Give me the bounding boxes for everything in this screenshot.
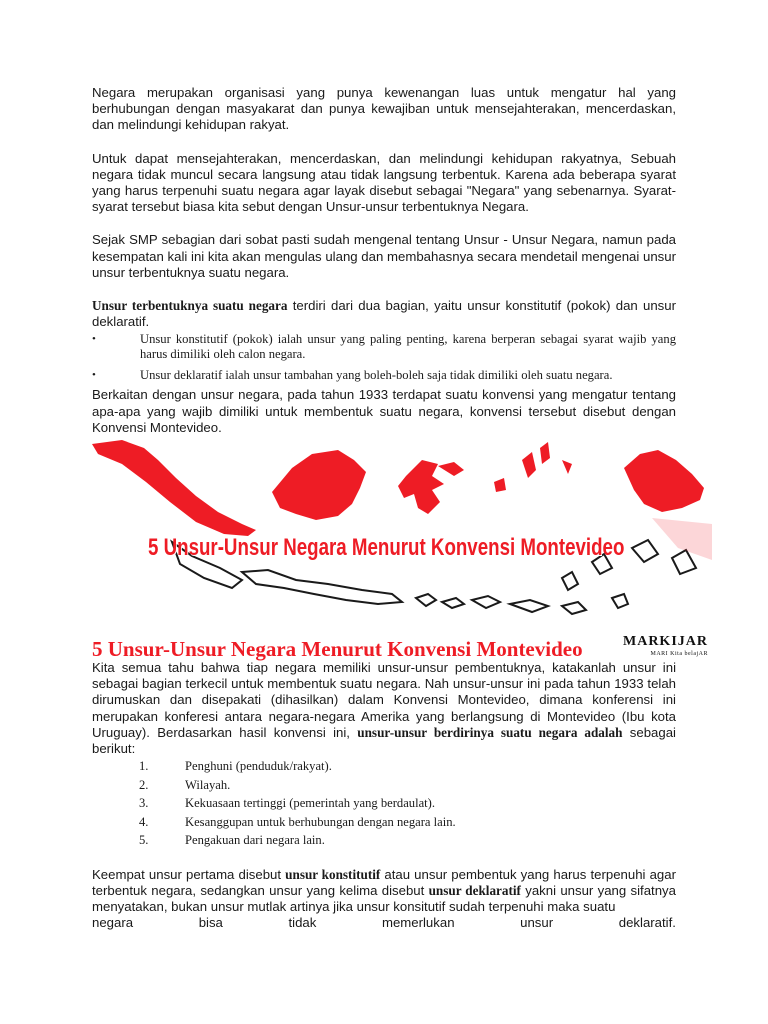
word: tidak <box>288 915 317 931</box>
list-item <box>92 757 676 776</box>
section-heading: 5 Unsur-Unsur Negara Menurut Konvensi Montevideo <box>92 637 583 661</box>
paragraph-konstitutif <box>92 867 676 916</box>
paragraph-smp: Sejak SMP sebagian dari sobat pasti sudah mengenal tentang Unsur - Unsur Negara, namun pada kesempatan kali ini kita akan mengulas ulang dan membahasnya secara mendetail mengenai unsur unsur terbentuknya suatu negara. <box>92 232 676 280</box>
word: memerlukan <box>381 915 455 931</box>
word: deklaratif. <box>618 915 676 931</box>
paragraph-unsur <box>92 298 676 330</box>
list-number: 5. <box>139 833 149 848</box>
paragraph-convention: Berkaitan dengan unsur negara, pada tahun 1933 terdapat suatu konvensi yang mengatur tentang apa-apa yang wajib dimiliki untuk membentuk suatu negara, konvensi tersebut disebut dengan Konvensi Montevideo. <box>92 387 676 435</box>
list-item <box>92 368 676 383</box>
text-run: Keempat unsur pertama disebut <box>92 866 286 882</box>
list-number: 3. <box>139 796 149 811</box>
list-item-text: Kekuasaan tertinggi (pemerintah yang berdaulat). <box>185 796 436 811</box>
bullet-list <box>92 332 676 383</box>
text-run: atau unsur pembentuk yang harus terpenuhi agar terbentuk negara, sedangkan unsur yang kelima disebut <box>92 866 676 898</box>
bold-phrase: Unsur terbentuknya suatu negara <box>92 298 288 314</box>
logo-text: MARKIJAR <box>623 634 708 649</box>
paragraph-last-line <box>92 915 676 931</box>
list-item <box>92 813 676 832</box>
list-item <box>92 776 676 795</box>
list-item <box>92 332 676 362</box>
text-run: Kita semua tahu bahwa tiap negara memiliki unsur-unsur pembentuknya, katakanlah unsur ini sebagai bagian terkecil untuk membentuk suatu negara. Nah unsur-unsur ini pada tahun 1933 telah dirumuskan dan disepakati (dihasilkan) dalam Konvensi Montevideo, dimana konferensi ini merupakan konferesi antara negara-negara Amerika yang berlangsung di Montevideo (Ibu kota Uruguay). Berdasarkan hasil konvensi ini, <box>92 660 676 740</box>
list-item-text: Penghuni (penduduk/rakyat). <box>185 759 332 774</box>
paragraph-intro: Negara merupakan organisasi yang punya kewenangan luas untuk mengatur hal yang berhubungan dengan masyakarat dan punya kewajiban untuk mensejahterakan, mencerdaskan, dan melindungi kehidupan rakyat. <box>92 85 676 133</box>
list-item <box>92 831 676 850</box>
list-number: 1. <box>139 759 149 774</box>
paragraph-montevideo <box>92 660 676 757</box>
bold-phrase: unsur konstitutif <box>285 866 381 882</box>
text-run: terdiri dari dua bagian, yaitu unsur konstitutif (pokok) dan unsur deklaratif. <box>92 298 677 330</box>
word: negara <box>92 915 134 931</box>
word: bisa <box>198 915 223 931</box>
bullet-glyph: • <box>92 369 96 382</box>
paragraph-requirements: Untuk dapat mensejahterakan, mencerdaskan, dan melindungi kehidupan rakyatnya, Sebuah negara tidak muncul secara langsung atau tidak langsung terbentuk. Karena ada beberapa syarat yang harus terpenuhi suatu negara agar layak disebut sebagai "Negara" yang sebenarnya. Syarat-syarat tersebut biasa kita sebut dengan Unsur-unsur terbentuknya Negara. <box>92 150 676 215</box>
document-page-lower <box>92 637 676 932</box>
word: unsur <box>520 915 554 931</box>
list-item-text: Wilayah. <box>185 777 231 792</box>
list-item-text: Kesanggupan untuk berhubungan dengan negara lain. <box>185 814 456 829</box>
numbered-list <box>92 757 676 850</box>
bold-phrase: unsur deklaratif <box>428 882 521 898</box>
banner-title: 5 Unsur-Unsur Negara Menurut Konvensi Montevideo <box>148 534 625 561</box>
list-item-text: Unsur konstitutif (pokok) ialah unsur yang paling penting, karena berperan sebagai syarat wajib yang harus dimiliki oleh calon negara. <box>140 332 676 362</box>
bold-phrase: unsur-unsur berdirinya suatu negara adalah <box>357 724 623 740</box>
list-item-text: Pengakuan dari negara lain. <box>185 833 325 848</box>
text-run: yakni unsur yang sifatnya menyatakan, bukan unsur mutlak artinya jika unsur konsitutif sudah terpenuhi maka suatu <box>92 882 676 915</box>
list-number: 4. <box>139 814 149 829</box>
list-number: 2. <box>139 777 149 792</box>
document-page <box>92 85 676 436</box>
list-item <box>92 794 676 813</box>
logo-subtext: MARI Kita belajAR <box>650 651 708 657</box>
banner-image <box>92 438 718 661</box>
list-item-text: Unsur deklaratif ialah unsur tambahan yang boleh-boleh saja tidak dimiliki oleh suatu negara. <box>140 368 613 383</box>
text-run: sebagai berikut: <box>92 724 676 757</box>
bullet-glyph: • <box>92 333 96 346</box>
